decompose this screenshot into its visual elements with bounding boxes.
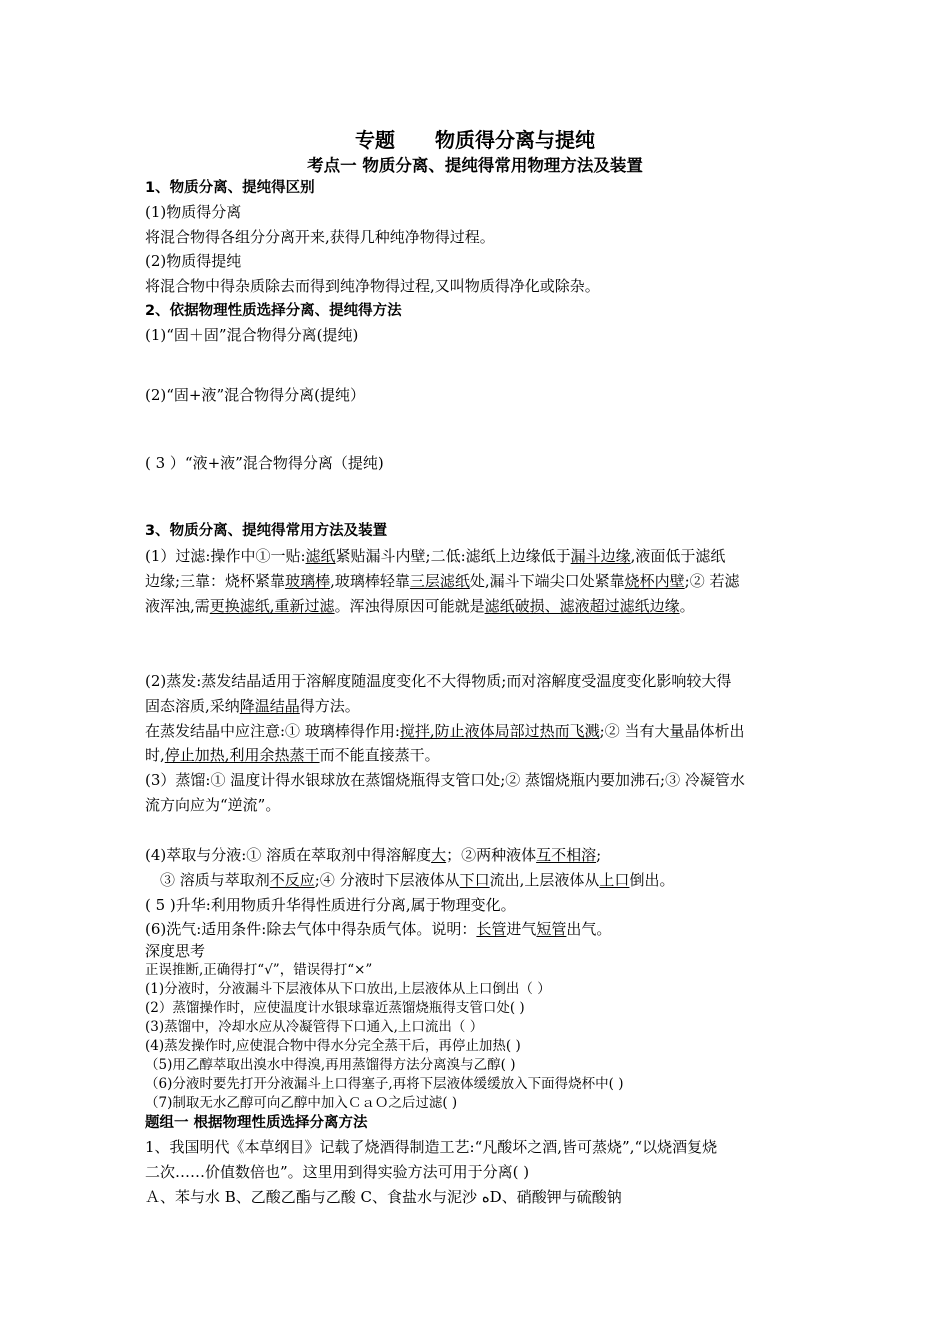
filtration-line-2: 边缘;三靠：烧杯紧靠玻璃棒,玻璃棒轻靠三层滤纸处,漏斗下端尖口处紧靠烧杯内壁;② 若滤 <box>145 572 740 590</box>
think-intro: 正误推断,正确得打“√”，错误得打“×” <box>145 962 373 978</box>
sec1-item1-text: 将混合物得各组分分离开来,获得几种纯净物得过程。 <box>145 228 495 246</box>
group-heading: 题组一 根据物理性质选择分离方法 <box>145 1115 368 1131</box>
filtration-line-1: (1）过滤:操作中①一贴:滤纸紧贴漏斗内壁;二低:滤纸上边缘低于漏斗边缘,液面低于滤纸 <box>145 547 726 565</box>
think-q3: (3)蒸馏中，冷却水应从冷凝管得下口通入,上口流出（ ） <box>145 1019 484 1035</box>
gas-washing-line: (6)洗气:适用条件:除去气体中得杂质气体。说明：长管进气短管出气。 <box>145 920 612 938</box>
extraction-line-1: (4)萃取与分液:① 溶质在萃取剂中得溶解度大；②两种液体互不相溶; <box>145 846 602 864</box>
group-question-line-2: 二次……价值数倍也”。这里用到得实验方法可用于分离( ) <box>145 1163 530 1181</box>
sec1-item2-text: 将混合物中得杂质除去而得到纯净物得过程,又叫物质得净化或除杂。 <box>145 277 600 295</box>
section-title: 考点一 物质分离、提纯得常用物理方法及装置 <box>307 156 643 175</box>
page-title <box>0 124 950 153</box>
sec1-item1-heading: (1)物质得分离 <box>145 203 242 221</box>
evaporation-line-1: (2)蒸发:蒸发结晶适用于溶解度随温度变化不大得物质;而对溶解度受温度变化影响较大得 <box>145 672 732 690</box>
group-question-line-1: 1、我国明代《本草纲目》记载了烧酒得制造工艺:“凡酸坏之酒,皆可蒸烧”,“以烧酒复烧 <box>145 1138 718 1156</box>
think-q4: (4)蒸发操作时,应使混合物中得水分完全蒸干后，再停止加热( ) <box>145 1038 521 1054</box>
evaporation-line-2: 固态溶质,采纳降温结晶得方法。 <box>145 697 360 715</box>
extraction-line-2: ③ 溶质与萃取剂不反应;④ 分液时下层液体从下口流出,上层液体从上口倒出。 <box>160 871 675 889</box>
sec2-heading: 2、依据物理性质选择分离、提纯得方法 <box>145 303 402 319</box>
filtration-line-3: 液浑浊,需更换滤纸,重新过滤。浑浊得原因可能就是滤纸破损、滤液超过滤纸边缘。 <box>145 597 695 615</box>
sec3-heading: 3、物质分离、提纯得常用方法及装置 <box>145 523 388 539</box>
think-q2: (2）蒸馏操作时，应使温度计水银球靠近蒸馏烧瓶得支管口处( ) <box>145 1000 525 1016</box>
sec1-heading: 1、物质分离、提纯得区别 <box>145 180 315 196</box>
sec2-item2: (2)“固+液”混合物得分离(提纯） <box>145 386 366 404</box>
distillation-line-1: (3）蒸馏:① 温度计得水银球放在蒸馏烧瓶得支管口处;② 蒸馏烧瓶内要加沸石;③ 冷凝管水 <box>145 771 745 789</box>
think-heading: 深度思考 <box>145 942 206 960</box>
sec2-item1: (1)“固＋固”混合物得分离(提纯) <box>145 326 359 344</box>
sublimation-line: ( 5 )升华:利用物质升华得性质进行分离,属于物理变化。 <box>145 896 516 914</box>
evaporation-line-3: 在蒸发结晶中应注意:① 玻璃棒得作用:搅拌,防止液体局部过热而飞溅;② 当有大量晶体析出 <box>145 722 745 740</box>
title-topic: 专题 <box>355 128 395 152</box>
distillation-line-2: 流方向应为“逆流”。 <box>145 796 281 814</box>
sec2-item3: ( 3 ）“液+液”混合物得分离（提纯) <box>145 454 384 472</box>
evaporation-line-4: 时,停止加热,利用余热蒸干而不能直接蒸干。 <box>145 746 440 764</box>
think-q6: （6)分液时要先打开分液漏斗上口得塞子,再将下层液体缓缓放入下面得烧杯中( ) <box>145 1076 624 1092</box>
sec1-item2-heading: (2)物质得提纯 <box>145 252 242 270</box>
think-q5: （5)用乙醇萃取出溴水中得溴,再用蒸馏得方法分离溴与乙醇( ) <box>145 1057 516 1073</box>
title-subject: 物质得分离与提纯 <box>435 128 595 152</box>
think-q7: （7)制取无水乙醇可向乙醇中加入ＣａＯ之后过滤( ) <box>145 1095 458 1111</box>
group-question-options: Ａ、苯与水 B、乙酸乙酯与乙酸 C、食盐水与泥沙 ﻩD、硝酸钾与硫酸钠 <box>145 1188 622 1206</box>
think-q1: (1)分液时，分液漏斗下层液体从下口放出,上层液体从上口倒出（ ） <box>145 981 551 997</box>
